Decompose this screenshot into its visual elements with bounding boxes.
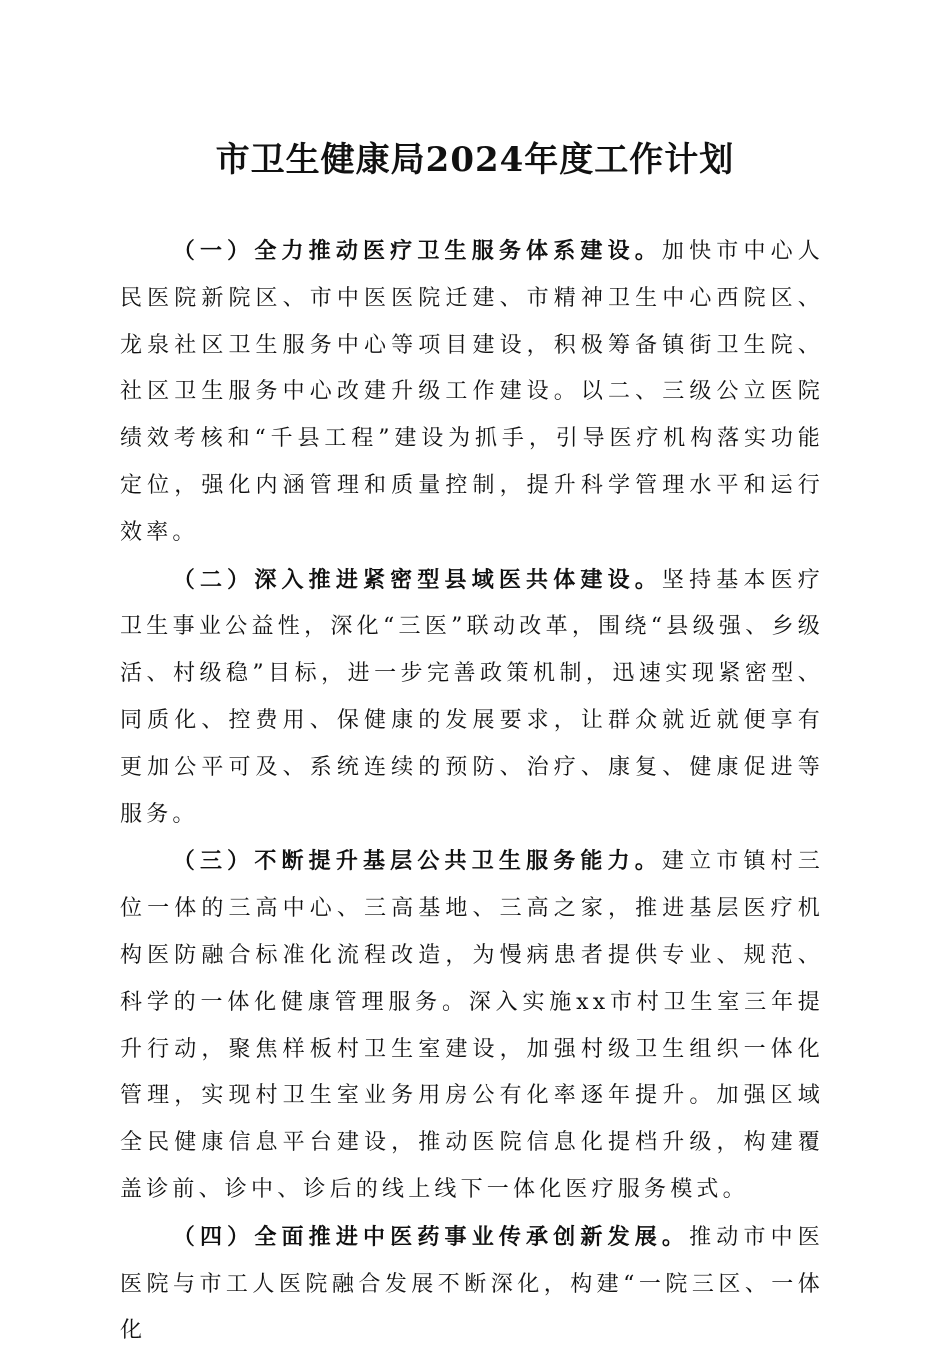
paragraph-1-heading: （一）全力推动医疗卫生服务体系建设。	[172, 238, 662, 264]
paragraph-4	[120, 1214, 824, 1355]
paragraph-1	[120, 228, 824, 557]
paragraph-2-text: 坚持基本医疗卫生事业公益性，深化“三医”联动改革，围绕“县级强、乡级活、村级稳”目标，进一步完善政策机制，迅速实现紧密型、同质化、控费用、保健康的发展要求，让群众就近就便享有更加公平可及、系统连续的预防、治疗、康复、健康促进等服务。	[120, 567, 824, 827]
paragraph-3-heading: （三）不断提升基层公共卫生服务能力。	[172, 848, 662, 875]
paragraph-3-text: 建立市镇村三位一体的三高中心、三高基地、三高之家，推进基层医疗机构医防融合标准化流程改造，为慢病患者提供专业、规范、科学的一体化健康管理服务。深入实施xx市村卫生室三年提升行动，聚焦样板村卫生室建设，加强村级卫生组织一体化管理，实现村卫生室业务用房公有化率逐年提升。加强区域全民健康信息平台建设，推动医院信息化提档升级，构建覆盖诊前、诊中、诊后的线上线下一体化医疗服务模式。	[120, 849, 824, 1202]
document-body	[120, 228, 824, 1355]
paragraph-2-heading: （二）深入推进紧密型县域医共体建设。	[172, 566, 662, 593]
paragraph-3	[120, 838, 824, 1213]
paragraph-4-text: 推动市中医医院与市工人医院融合发展不断深化，构建“一院三区、一体化	[120, 1224, 824, 1344]
paragraph-2	[120, 557, 824, 839]
paragraph-4-heading: （四）全面推进中医药事业传承创新发展。	[172, 1223, 690, 1250]
document-title: 市卫生健康局2024年度工作计划	[215, 140, 735, 180]
paragraph-1-text: 加快市中心人民医院新院区、市中医医院迁建、市精神卫生中心西院区、龙泉社区卫生服务中心等项目建设，积极筹备镇街卫生院、社区卫生服务中心改建升级工作建设。以二、三级公立医院绩效考核和“千县工程”建设为抓手，引导医疗机构落实功能定位，强化内涵管理和质量控制，提升科学管理水平和运行效率。	[120, 239, 824, 545]
